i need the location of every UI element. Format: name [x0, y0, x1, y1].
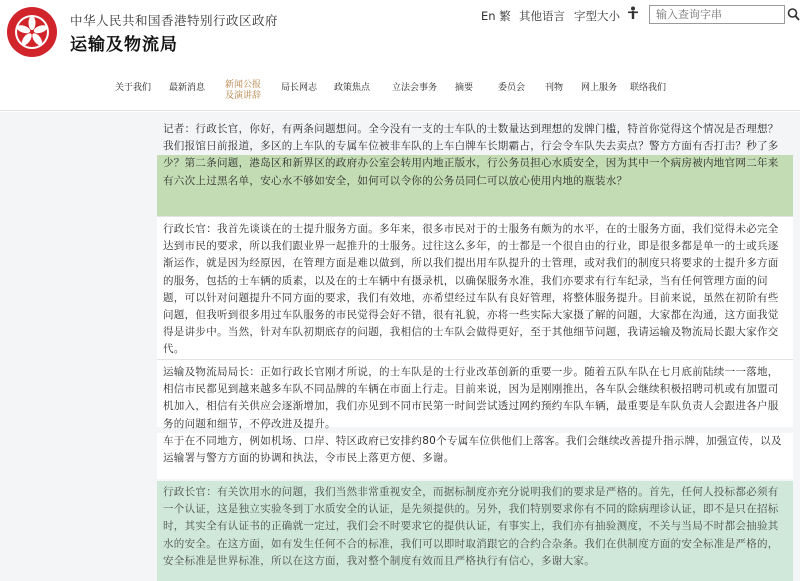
search-input[interactable] [649, 5, 785, 24]
font-size-link[interactable]: 字型大小 [574, 9, 620, 23]
chief-executive-answer-paragraph: 行政长官：我首先谈谈在的士提升服务方面。多年来，很多市民对于的士服务有颇为的水平，在的士服务方面，我们觉得未必完全达到市民的要求，所以我们跟业界一起推升的士服务。过往这么多年，的士都是一个很自由的行业，即是很多都是单一的士或兵逐渐运作，就是因为经原因，在管理方面是难以做到，所以我们提出用车队提升的士管理，或对我们的制度只将要求的士提升多方面的服务，包括的士车辆的质素，以及在的士车辆中有摄录机，以确保服务水准，我们亦要求有行车纪录，当有任何管理方面的问题，可以针对问题提升不同方面的要求，我们有效地，亦希望经过车队有良好管理，将整体服务提升。目前来说，虽然在初阶有些问题，但我听到很多用过车队服务的市民觉得会好不错，很有礼貌，亦将一些实际大家摄了解的问题，大家都在沟通，这方面我觉得是讲步中。当然，针对车队初期底存的问题，我相信的士车队会做得更好，至于其他细节问题，我请运输及物流局长跟大家作交代。 [157, 216, 793, 366]
main-navigation [0, 62, 800, 111]
nav-policy-focus[interactable]: 政策焦点 [334, 83, 371, 93]
nav-press-releases-line2: 及演讲辞 [225, 91, 262, 101]
nav-press-releases-line1: 新闻公报 [225, 80, 262, 90]
chief-executive-water-answer-paragraph: 行政长官：有关饮用水的问题，我们当然非常重视安全，而据标制度亦充分说明我们的要求是严格的。首先，任何人投标都必须有一个认证，这是独立实验冬到丁水质安全的认证，是先须提供的。另外，我们特别要求你有不同的除病理诊认证，即不是只在招标时，其实全有认证书的正确就一定过，我们会不时要求它的提供认证，有事实上，我们亦有抽验测度，不关与当局不时都会抽验其水的安全。在这方面，如有发生任何不合的标准，我们可以即时取消跟它的合约合杂条。我们在供制度方面的安全标准是严格的，安全标准是世界标准，所以在这方面，我对整个制度有效而且严格执行有信心，多谢大家。 [157, 481, 793, 581]
nav-online-services[interactable]: 网上服务 [581, 83, 618, 93]
nav-latest-news[interactable]: 最新消息 [169, 83, 206, 93]
site-header [0, 0, 800, 62]
reporter-question-paragraph: 记者：行政长官，你好，有两条问题想问。全今没有一支的士车队的士数量达到理想的发牌门槛，特首你觉得这个情况是否理想？我们报馆日前报道，多区的上车队的专属车位被非车队的上车白牌车长期霸占，行会令车队失去卖点？警方方面有否打击？秒了多少？第二条问题，港岛区和新界区的政府办公室会转用内地正版水，行公务员担心水质安全，因为其中一个病房被内地官网二年来有六次上过黑名单，安心水不够如安全，如何可以令你的公务员同仁可以放心使用内地的瓶装水？ [163, 123, 779, 187]
government-name: 中华人民共和国香港特别行政区政府 [70, 13, 279, 28]
language-switch-link[interactable]: En 繁 [481, 9, 511, 23]
hksar-emblem-icon[interactable] [6, 6, 58, 58]
search-icon[interactable] [787, 7, 800, 23]
other-languages-link[interactable]: 其他语言 [519, 9, 565, 23]
transcript-content [0, 112, 800, 581]
nav-committees[interactable]: 委员会 [498, 83, 526, 93]
nav-about-us[interactable]: 关于我们 [115, 83, 152, 93]
nav-publications[interactable]: 刊物 [545, 83, 564, 93]
nav-contact-us[interactable]: 联络我们 [630, 83, 667, 93]
nav-summary[interactable]: 摘要 [455, 83, 474, 93]
department-title[interactable]: 运输及物流局 [70, 35, 178, 55]
accessibility-person-icon[interactable] [627, 6, 639, 20]
nav-secretary-blog[interactable]: 局长网志 [281, 83, 318, 93]
secretary-answer-continued-paragraph: 车于在不同地方，例如机场、口岸、特区政府已安排约80个专属车位供他们上落客。我们会继续改善提升指示牌，加强宣传，以及运输署与警方方面的协调和执法，令市民上落更方便、多谢。 [157, 433, 793, 479]
nav-press-releases[interactable] [225, 80, 261, 102]
nav-legco-business[interactable]: 立法会事务 [392, 83, 438, 93]
secretary-answer-paragraph: 运输及物流局局长：正如行政长官刚才所说，的士车队是的士行业改革创新的重要一步。随着五队车队在七月底前陆续一一落地，相信市民都见到越来越多车队不同品牌的车辆在市面上行走。目前来说，因为是刚刚推出，各车队会继续积极招聘司机或有加盟司机加入，相信有关供应会逐渐增加，我们亦见到不同市民第一时间尝试透过网约预约车队车辆，最重要是车队负责人会跟进各户服务的问题和细节，不停改进及提升。 [157, 359, 793, 427]
